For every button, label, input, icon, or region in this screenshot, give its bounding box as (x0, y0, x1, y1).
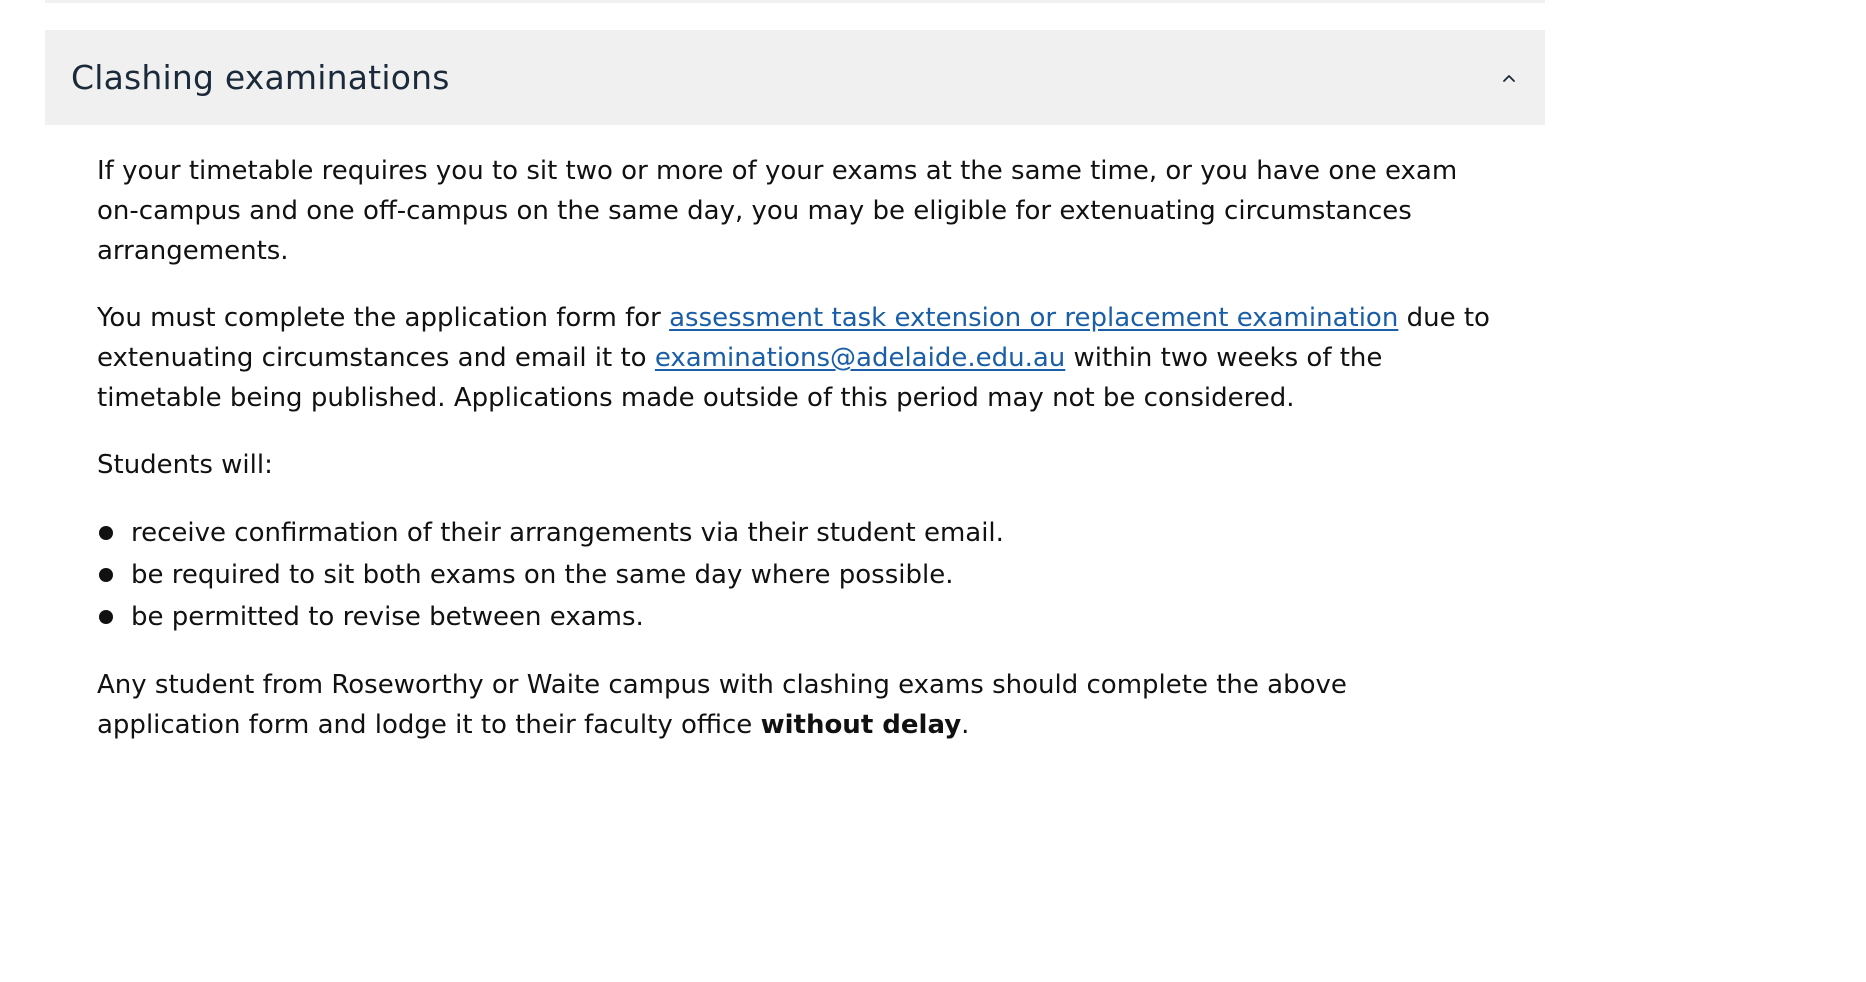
list-item-text: receive confirmation of their arrangements via their student email. (131, 518, 1004, 548)
accordion-body (45, 125, 1545, 745)
list-item (97, 554, 1493, 596)
bullet-icon (99, 610, 113, 624)
accordion-title: Clashing examinations (71, 58, 450, 97)
list-item (97, 596, 1493, 638)
application-text-start: You must complete the application form for (97, 303, 670, 333)
list-item (97, 512, 1493, 554)
application-text-middle: due to extenuating circumstances and email it to (97, 303, 1490, 373)
without-delay-emphasis: without delay (760, 710, 962, 740)
accordion-header[interactable] (45, 30, 1545, 125)
bullet-icon (99, 568, 113, 582)
campus-text: Any student from Roseworthy or Waite campus with clashing exams should complete the above application form and lodge it to their faculty office (97, 670, 1347, 740)
chevron-up-icon[interactable] (1499, 68, 1519, 88)
application-text-end: within two weeks of the timetable being published. Applications made outside of this period may not be considered. (97, 343, 1383, 413)
students-will-label: Students will: (97, 450, 273, 480)
intro-paragraph: If your timetable requires you to sit two or more of your exams at the same time, or you have one exam on-campus and one off-campus on the same day, you may be eligible for extenuating circumstances arrangements. (97, 156, 1458, 266)
students-will-list (97, 512, 1493, 638)
campus-paragraph (97, 665, 1493, 745)
assessment-extension-link[interactable]: assessment task extension or replacement examination (669, 303, 1399, 333)
top-divider (45, 0, 1545, 3)
list-item-text: be required to sit both exams on the same day where possible. (131, 560, 954, 590)
list-item-text: be permitted to revise between exams. (131, 602, 644, 632)
bullet-icon (99, 526, 113, 540)
campus-text-end: . (961, 710, 970, 740)
application-paragraph (97, 298, 1493, 418)
accordion-clashing-examinations (45, 30, 1545, 772)
examinations-email-link[interactable]: examinations@adelaide.edu.au (654, 343, 1066, 373)
